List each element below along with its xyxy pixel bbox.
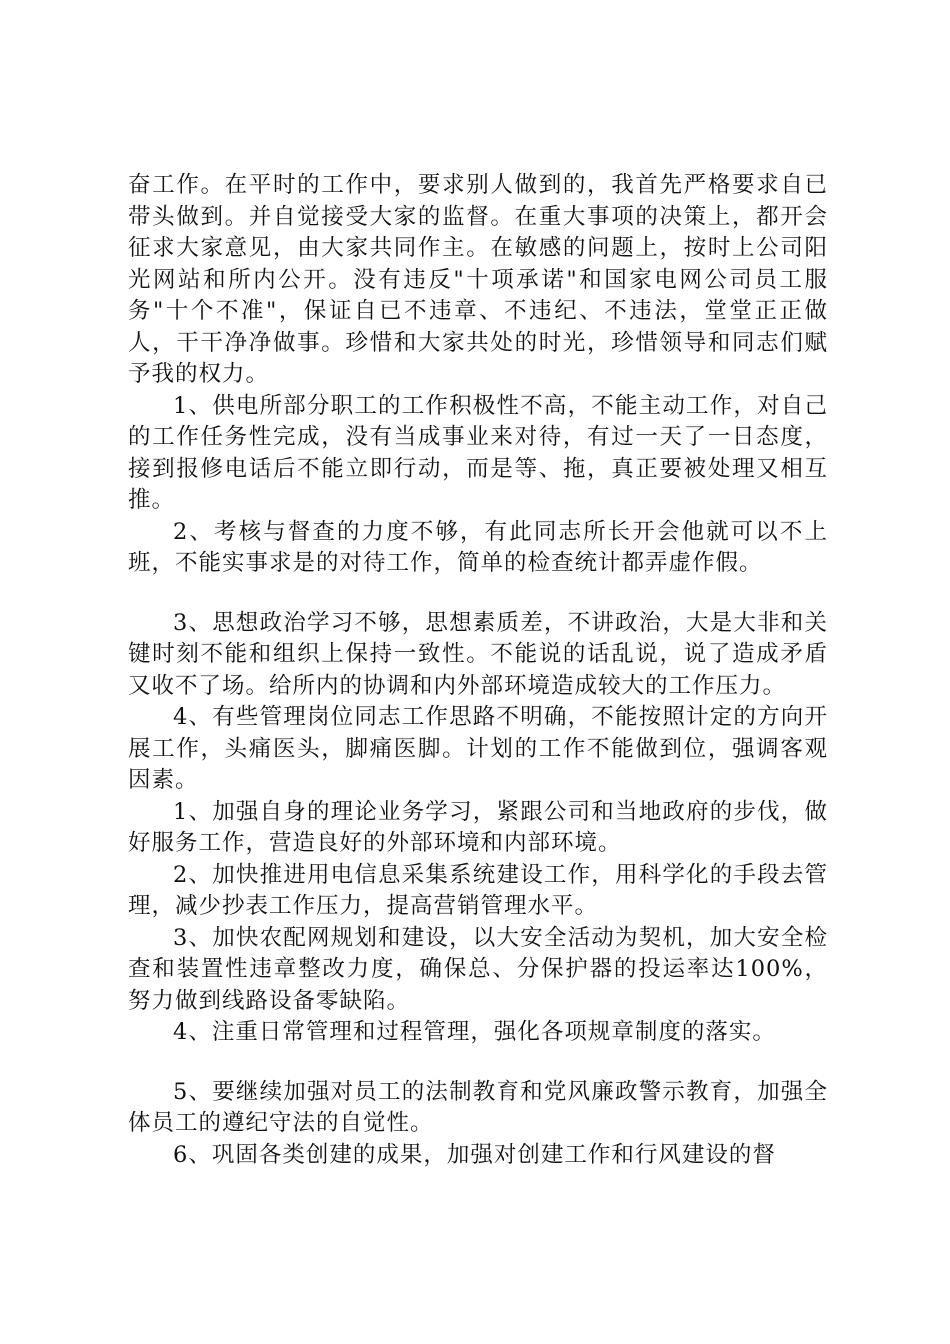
paragraph-measure-6: 6、巩固各类创建的成果，加强对创建工作和行风建设的督 (173, 1141, 776, 1168)
paragraph-measure-1: 1、加强自身的理论业务学习，紧跟公司和当地政府的步伐，做好服务工作，营造良好的外部环境和内部环境。 (128, 798, 828, 856)
paragraph-problem-1: 1、供电所部分职工的工作积极性不高，不能主动工作，对自己的工作任务性完成，没有当成事业来对待，有过一天了一日态度，接到报修电话后不能立即行动，而是等、拖，真正要被处理又相互推。 (128, 392, 828, 513)
paragraph-measure-2: 2、加快推进用电信息采集系统建设工作，用科学化的手段去管理，减少抄表工作压力，提高营销管理水平。 (128, 861, 828, 919)
paragraph-gap (128, 1049, 828, 1077)
paragraph-measure-5: 5、要继续加强对员工的法制教育和党风廉政警示教育，加强全体员工的遵纪守法的自觉性。 (128, 1078, 828, 1136)
paragraph-measure-4: 4、注重日常管理和过程管理，强化各项规章制度的落实。 (173, 1019, 776, 1045)
paragraph-problem-4: 4、有些管理岗位同志工作思路不明确，不能按照计定的方向开展工作，头痛医头，脚痛医脚。计划的工作不能做到位，强调客观因素。 (128, 704, 828, 793)
document-body (128, 170, 828, 1171)
paragraph-problem-2: 2、考核与督查的力度不够，有此同志所长开会他就可以不上班，不能实事求是的对待工作，简单的检查统计都弄虚作假。 (128, 518, 828, 576)
paragraph-problem-3: 3、思想政治学习不够，思想素质差，不讲政治，大是大非和关键时刻不能和组织上保持一致性。不能说的话乱说，说了造成矛盾又收不了场。给所内的协调和内外部环境造成较大的工作压力。 (128, 609, 828, 699)
paragraph-measure-3: 3、加快农配网规划和建设，以大安全活动为契机，加大安全检查和装置性违章整改力度，确保总、分保护器的投运率达100%，努力做到线路设备零缺陷。 (128, 924, 828, 1014)
paragraph-intro: 奋工作。在平时的工作中，要求别人做到的，我首先严格要求自已带头做到。并自觉接受大家的监督。在重大事项的决策上，都开会征求大家意见，由大家共同作主。在敏感的问题上，按时上公司阳光网站和所内公开。没有违反"十项承诺"和国家电网公司员工服务"十个不准"，保证自已不违章、不违纪、不违法，堂堂正正做人，干干净净做事。珍惜和大家共处的时光，珍惜领导和同志们赋予我的权力。 (128, 172, 828, 387)
paragraph-gap (128, 580, 828, 608)
